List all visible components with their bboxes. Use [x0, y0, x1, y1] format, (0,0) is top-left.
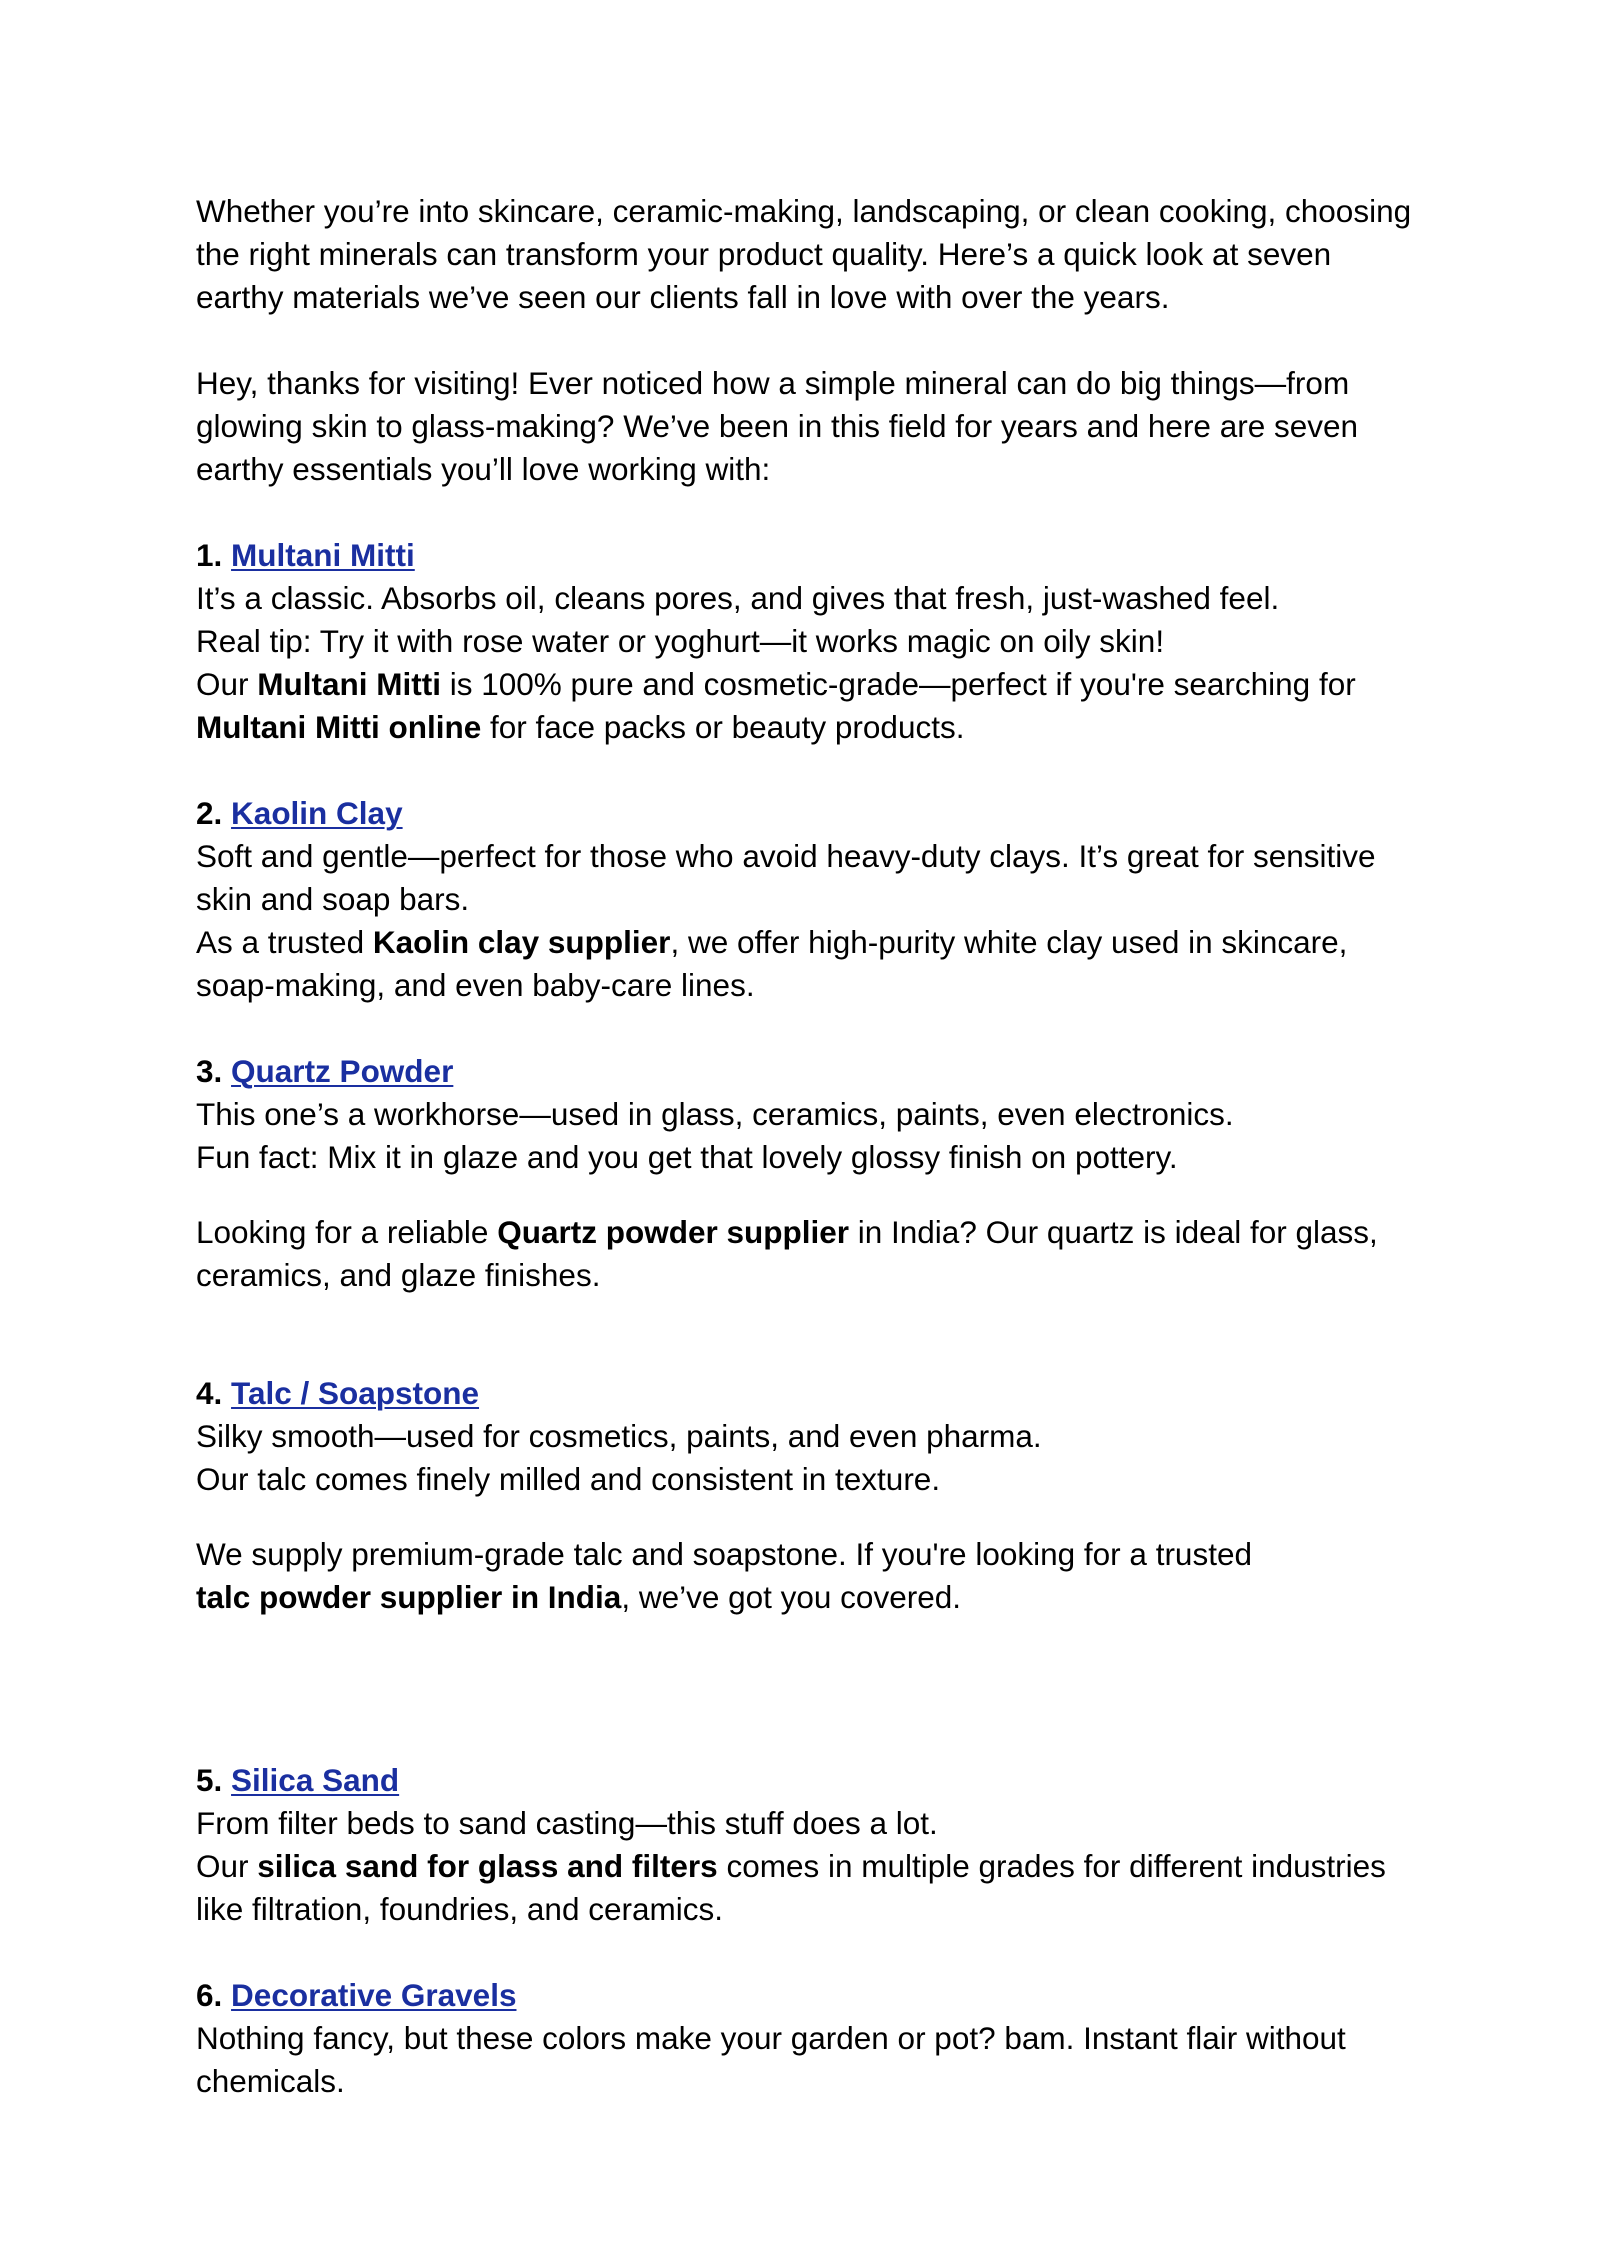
silica-sand-link[interactable]: Silica Sand [231, 1762, 400, 1798]
section-promo-cont [196, 1576, 1426, 1619]
section-promo: We supply premium-grade talc and soapstone. If you're looking for a trusted [196, 1536, 1252, 1572]
section-silica-sand [196, 1759, 1426, 1931]
section-text: It’s a classic. Absorbs oil, cleans pores, and gives that fresh, just-washed feel. [196, 580, 1280, 616]
section-decorative-gravels [196, 1974, 1426, 2103]
section-number: 1. [196, 537, 223, 573]
section-text: Silky smooth—used for cosmetics, paints, and even pharma. [196, 1418, 1042, 1454]
text-run: Our [196, 1848, 258, 1884]
text-run: is 100% pure and cosmetic-grade—perfect if you're searching for [440, 666, 1356, 702]
multani-mitti-link[interactable]: Multani Mitti [231, 537, 415, 573]
talc-soapstone-link[interactable]: Talc / Soapstone [231, 1375, 480, 1411]
section-text: From filter beds to sand casting—this stuff does a lot. [196, 1805, 938, 1841]
section-text: Soft and gentle—perfect for those who avoid heavy-duty clays. It’s great for sensitive skin and soap bars. [196, 838, 1376, 917]
section-text: Our talc comes finely milled and consistent in texture. [196, 1461, 941, 1497]
section-tip: Real tip: Try it with rose water or yoghurt—it works magic on oily skin! [196, 623, 1165, 659]
section-number: 2. [196, 795, 223, 831]
text-run: Looking for a reliable [196, 1214, 498, 1250]
bold-text: Quartz powder supplier [497, 1214, 849, 1250]
document-body [196, 190, 1426, 2103]
section-promo [196, 1211, 1426, 1297]
bold-text: talc powder supplier in India [196, 1579, 622, 1615]
section-text: This one’s a workhorse—used in glass, ceramics, paints, even electronics. [196, 1096, 1234, 1132]
section-promo [196, 921, 1426, 1007]
text-run: comes in multiple grades for different industries like filtration, foundries, and ceramics. [196, 1848, 1386, 1927]
text-run: , we offer high-purity white clay used in skincare, soap-making, and even baby-care lines. [196, 924, 1348, 1003]
bold-text: Multani Mitti online [196, 709, 482, 745]
bold-text: silica sand for glass and filters [257, 1848, 718, 1884]
text-run: for face packs or beauty products. [481, 709, 965, 745]
section-heading [196, 1050, 1426, 1093]
bold-text: Kaolin clay supplier [372, 924, 671, 960]
section-tip: Fun fact: Mix it in glaze and you get that lovely glossy finish on pottery. [196, 1139, 1178, 1175]
section-heading [196, 1974, 1426, 2017]
intro-paragraph: Whether you’re into skincare, ceramic-making, landscaping, or clean cooking, choosing the right minerals can transform your product quality. Here’s a quick look at seven earthy materials we’ve seen our clients fall in love with over the years. [196, 193, 1412, 315]
section-number: 4. [196, 1375, 223, 1411]
text-run: Our [196, 666, 258, 702]
welcome-paragraph: Hey, thanks for visiting! Ever noticed how a simple mineral can do big things—from glowing skin to glass-making? We’ve been in this field for years and here are seven earthy essentials you’ll love working with: [196, 365, 1359, 487]
quartz-powder-link[interactable]: Quartz Powder [231, 1053, 454, 1089]
section-number: 3. [196, 1053, 223, 1089]
decorative-gravels-link[interactable]: Decorative Gravels [231, 1977, 517, 2013]
section-promo [196, 663, 1426, 749]
section-multani-mitti [196, 534, 1426, 749]
section-kaolin-clay [196, 792, 1426, 1007]
section-talc-soapstone [196, 1372, 1426, 1619]
section-number: 5. [196, 1762, 223, 1798]
section-heading [196, 534, 1426, 577]
section-quartz-powder [196, 1050, 1426, 1297]
section-heading [196, 1759, 1426, 1802]
section-heading [196, 792, 1426, 835]
section-number: 6. [196, 1977, 223, 2013]
section-text: Nothing fancy, but these colors make your garden or pot? bam. Instant flair without chemicals. [196, 2020, 1346, 2099]
text-run: in India? Our quartz is ideal for glass, ceramics, and glaze finishes. [196, 1214, 1378, 1293]
section-promo [196, 1845, 1426, 1931]
kaolin-clay-link[interactable]: Kaolin Clay [231, 795, 403, 831]
section-heading [196, 1372, 1426, 1415]
text-run: , we’ve got you covered. [621, 1579, 961, 1615]
text-run: As a trusted [196, 924, 373, 960]
bold-text: Multani Mitti [257, 666, 441, 702]
